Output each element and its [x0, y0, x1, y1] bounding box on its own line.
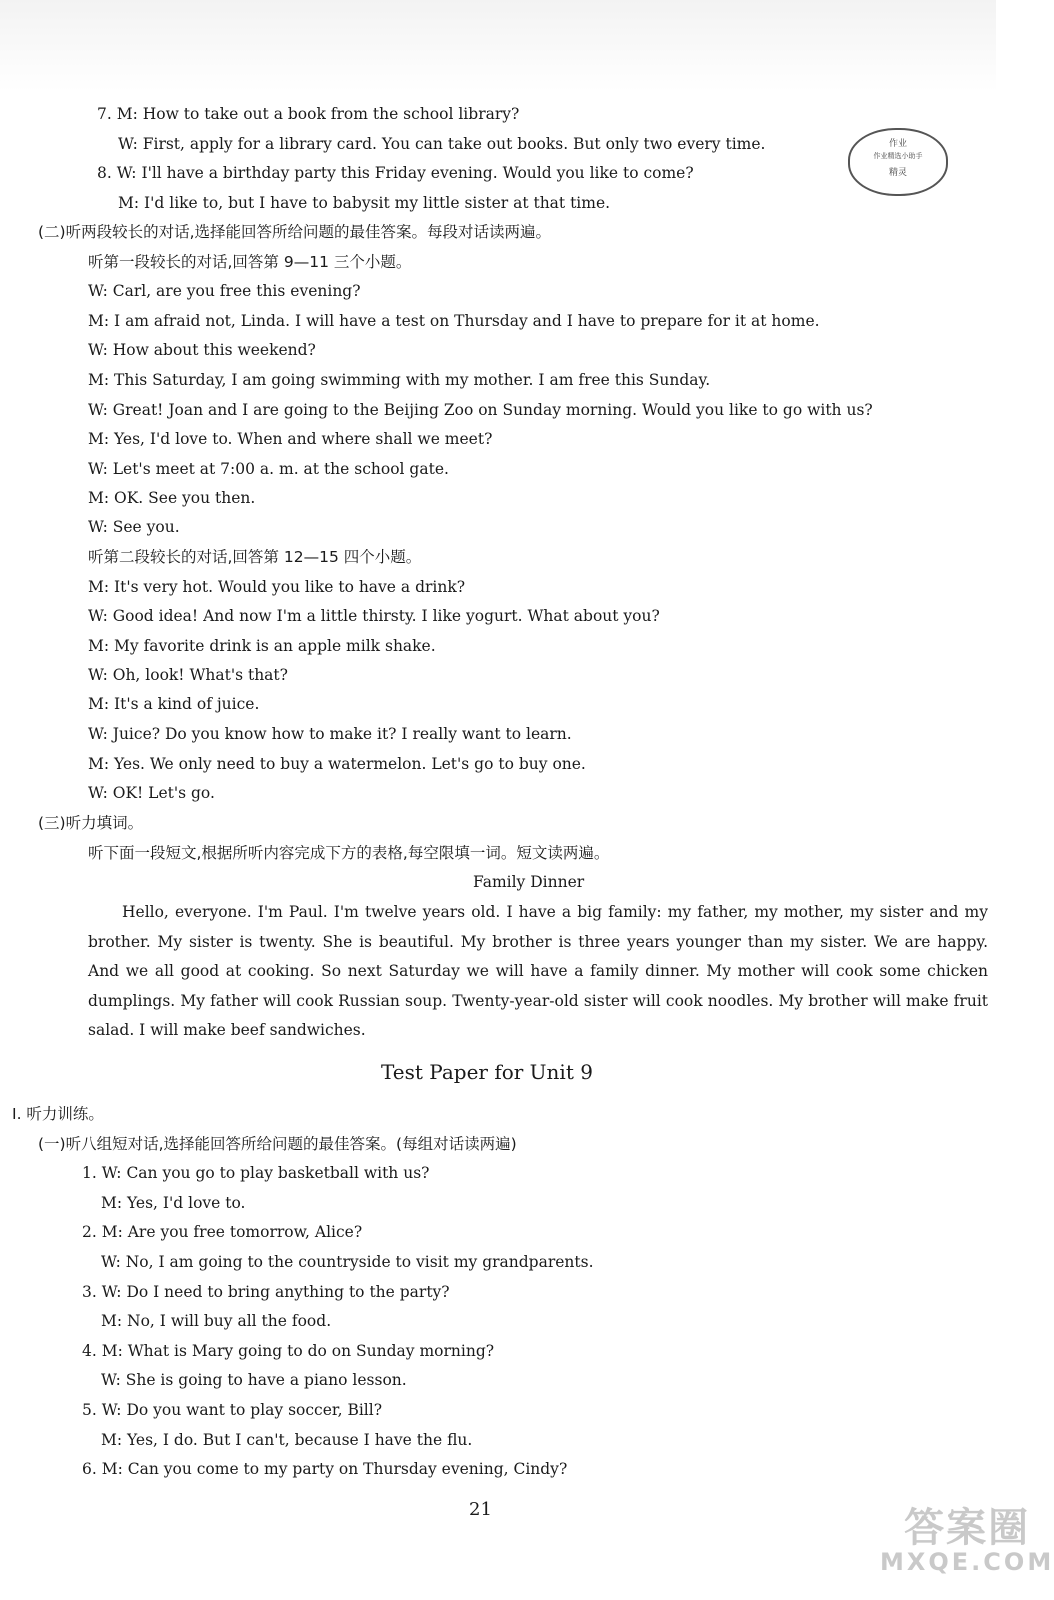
text-line: W: Carl, are you free this evening? [88, 282, 361, 300]
text-line: W: Great! Joan and I are going to the Beijing Zoo on Sunday morning. Would you like to go with us? [88, 401, 873, 419]
text-line: M: Yes, I'd love to. [101, 1194, 246, 1212]
text-line: M: Yes. We only need to buy a watermelon. Let's go to buy one. [88, 755, 586, 773]
text-line: M: I am afraid not, Linda. I will have a test on Thursday and I have to prepare for it at home. [88, 312, 820, 330]
family-dinner-passage [88, 898, 988, 1046]
text-line: (三)听力填词。 [38, 814, 144, 832]
text-line: 听下面一段短文,根据所听内容完成下方的表格,每空限填一词。短文读两遍。 [88, 844, 610, 862]
passage-text: Hello, everyone. I'm Paul. I'm twelve years old. I have a big family: my father, my mother, my sister and my brother. My sister is twenty. She is beautiful. My brother is three years younger than my sister. We are happy. And we all good at cooking. So next Saturday we will have a family dinner. My mother will cook some chicken dumplings. My father will cook Russian soup. Twenty-year-old sister will cook noodles. My brother will make fruit salad. I will make beef sandwiches. [88, 903, 988, 1039]
text-line: Family Dinner [473, 873, 585, 891]
text-line: W: How about this weekend? [88, 341, 316, 359]
stamp-line-3: 精灵 [888, 168, 907, 178]
text-line: W: Good idea! And now I'm a little thirsty. I like yogurt. What about you? [88, 607, 660, 625]
stamp-seal [848, 128, 948, 196]
text-line: M: This Saturday, I am going swimming with my mother. I am free this Sunday. [88, 371, 711, 389]
text-line: M: I'd like to, but I have to babysit my little sister at that time. [118, 194, 611, 212]
text-line: (二)听两段较长的对话,选择能回答所给问题的最佳答案。每段对话读两遍。 [38, 223, 552, 241]
text-line: M: My favorite drink is an apple milk shake. [88, 637, 436, 655]
watermark-line-1: 答案圈 [904, 1505, 1031, 1551]
text-line: 听第二段较长的对话,回答第 12—15 四个小题。 [88, 548, 422, 566]
text-line: 8. W: I'll have a birthday party this Friday evening. Would you like to come? [97, 164, 694, 182]
text-line: W: She is going to have a piano lesson. [101, 1371, 407, 1389]
text-line: W: OK! Let's go. [88, 784, 215, 802]
text-line: Ⅰ. 听力训练。 [12, 1105, 104, 1123]
text-line: 6. M: Can you come to my party on Thursday evening, Cindy? [82, 1460, 568, 1478]
text-line: (一)听八组短对话,选择能回答所给问题的最佳答案。(每组对话读两遍) [38, 1135, 517, 1153]
text-line: W: Oh, look! What's that? [88, 666, 288, 684]
text-line: M: Yes, I'd love to. When and where shall we meet? [88, 430, 493, 448]
text-line: M: OK. See you then. [88, 489, 256, 507]
text-line: 听第一段较长的对话,回答第 9—11 三个小题。 [88, 253, 412, 271]
stamp-line-2: 作业精选小助手 [873, 152, 923, 160]
text-line: W: See you. [88, 518, 180, 536]
page-number: 21 [469, 1499, 492, 1520]
text-line: 2. M: Are you free tomorrow, Alice? [82, 1223, 363, 1241]
text-line: W: First, apply for a library card. You can take out books. But only two every time. [118, 135, 766, 153]
watermark-line-2: MXQE.COM [880, 1548, 1054, 1576]
text-line: M: It's very hot. Would you like to have a drink? [88, 578, 466, 596]
text-line: W: Juice? Do you know how to make it? I really want to learn. [88, 725, 572, 743]
section-title: Test Paper for Unit 9 [381, 1060, 593, 1084]
watermark-logo [880, 1505, 1054, 1576]
text-line: 7. M: How to take out a book from the school library? [97, 105, 520, 123]
text-line: M: Yes, I do. But I can't, because I have the flu. [101, 1431, 473, 1449]
text-line: 3. W: Do I need to bring anything to the party? [82, 1283, 450, 1301]
text-line: 5. W: Do you want to play soccer, Bill? [82, 1401, 383, 1419]
text-line: W: No, I am going to the countryside to visit my grandparents. [101, 1253, 594, 1271]
text-line: W: Let's meet at 7:00 a. m. at the school gate. [88, 460, 449, 478]
text-line: 4. M: What is Mary going to do on Sunday morning? [82, 1342, 495, 1360]
stamp-line-1: 作业 [888, 139, 907, 149]
text-line: M: No, I will buy all the food. [101, 1312, 332, 1330]
text-line: 1. W: Can you go to play basketball with us? [82, 1164, 430, 1182]
text-line: M: It's a kind of juice. [88, 695, 260, 713]
